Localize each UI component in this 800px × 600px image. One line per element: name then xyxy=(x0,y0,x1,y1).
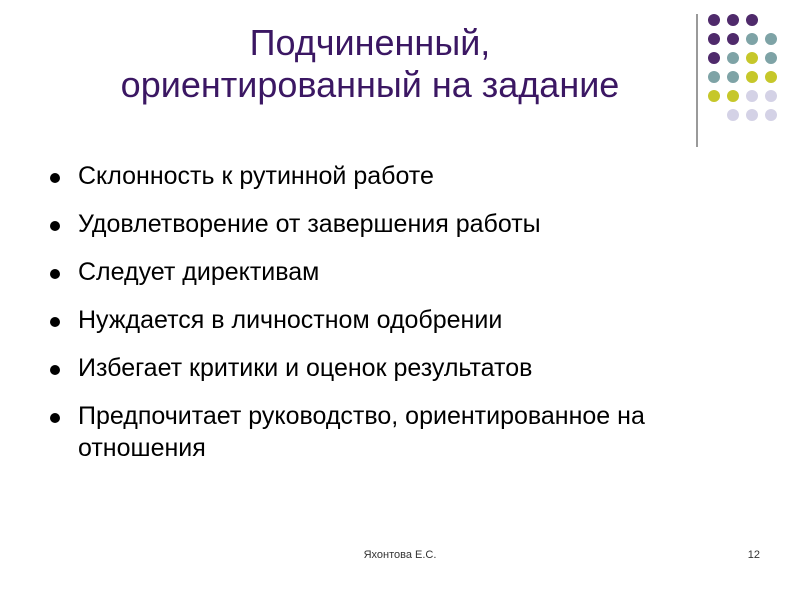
decorative-dot xyxy=(765,90,777,102)
decorative-dot xyxy=(765,52,777,64)
decorative-dot xyxy=(746,33,758,45)
footer-author: Яхонтова Е.С. xyxy=(363,549,437,561)
title-divider xyxy=(696,14,698,147)
decorative-dot xyxy=(727,52,739,64)
title-line-1: Подчиненный, xyxy=(249,22,491,63)
decorative-dot xyxy=(765,109,777,121)
page-number: 12 xyxy=(747,549,760,561)
decorative-dot xyxy=(765,33,777,45)
decorative-dot xyxy=(746,52,758,64)
decorative-dot xyxy=(708,14,720,26)
decorative-dot xyxy=(746,71,758,83)
title-line-2: ориентированный на задание xyxy=(120,64,620,105)
slide-title xyxy=(40,22,700,106)
decorative-dot xyxy=(708,33,720,45)
bullet-item: Следует директивам xyxy=(46,256,726,288)
decorative-dot xyxy=(708,71,720,83)
decorative-dot-grid xyxy=(705,12,785,132)
decorative-dot xyxy=(746,90,758,102)
decorative-dot xyxy=(727,109,739,121)
bullet-item: Склонность к рутинной работе xyxy=(46,160,726,192)
decorative-dot xyxy=(746,109,758,121)
decorative-dot xyxy=(765,71,777,83)
decorative-dot xyxy=(746,14,758,26)
bullet-item: Избегает критики и оценок результатов xyxy=(46,352,726,384)
decorative-dot xyxy=(727,90,739,102)
bullet-item: Предпочитает руководство, ориентированное на отношения xyxy=(46,400,726,464)
decorative-dot xyxy=(708,90,720,102)
decorative-dot xyxy=(727,14,739,26)
bullet-item: Удовлетворение от завершения работы xyxy=(46,208,726,240)
bullet-item: Нуждается в личностном одобрении xyxy=(46,304,726,336)
decorative-dot xyxy=(708,52,720,64)
bullet-list xyxy=(46,160,726,464)
decorative-dot xyxy=(727,33,739,45)
decorative-dot xyxy=(727,71,739,83)
